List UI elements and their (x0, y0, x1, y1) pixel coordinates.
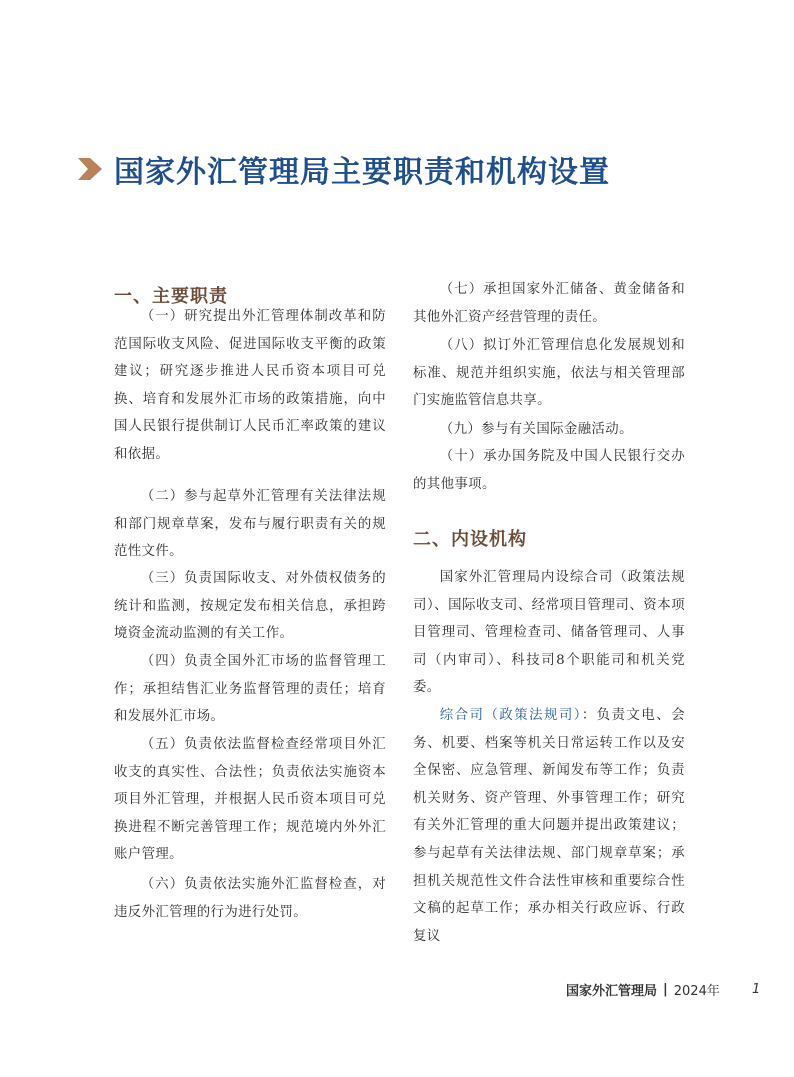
responsibility-item: （五）负责依法监督检查经常项目外汇收支的真实性、合法性；负责依法实施资本项目外汇管理，并根据人民币资本项目可兑换进程不断完善管理工作；规范境内外外汇账户管理。 (114, 737, 386, 863)
responsibility-item: （七）承担国家外汇储备、黄金储备和其他外汇资产经营管理的责任。 (413, 282, 685, 325)
responsibility-item: （三）负责国际收支、对外债权债务的统计和监测，按规定发布相关信息，承担跨境资金流动监测的有关工作。 (114, 571, 386, 642)
page-footer (566, 980, 761, 999)
responsibility-item: （二）参与起草外汇管理有关法律法规和部门规章草案，发布与履行职责有关的规范性文件。 (114, 489, 386, 560)
responsibility-item: （八）拟订外汇管理信息化发展规划和标准、规范并组织实施，依法与相关管理部门实施监管信息共享。 (413, 338, 685, 409)
page-number: 1 (752, 982, 761, 997)
page-title: 国家外汇管理局主要职责和机构设置 (114, 155, 610, 190)
responsibility-item: （九）参与有关国际金融活动。 (439, 422, 633, 437)
section-heading-responsibilities: 一、主要职责 (114, 286, 228, 307)
responsibility-item: （六）负责依法实施外汇监督检查，对违反外汇管理的行为进行处罚。 (114, 877, 386, 920)
general-dept-text: ：负责文电、会务、机要、档案等机关日常运转工作以及安全保密、应急管理、新闻发布等工作；负责机关财务、资产管理、外事管理工作；研究有关外汇管理的重大问题并提出政策建议；参与起草有关法律法规、部门规章草案；承担机关规范性文件合法性审核和重要综合性文稿的起草工作；承办相关行政应诉、行政复议 (413, 708, 685, 944)
departments-intro: 国家外汇管理局内设综合司（政策法规司）、国际收支司、经常项目管理司、资本项目管理司、管理检查司、储备管理司、人事司（内审司）、科技司8个职能司和机关党委。 (413, 570, 685, 696)
responsibility-item: （一）研究提出外汇管理体制改革和防范国际收支风险、促进国际收支平衡的政策建议；研究逐步推进人民币资本项目可兑换、培育和发展外汇市场的政策措施，向中国人民银行提供制订人民币汇率政策的建议和依据。 (114, 309, 386, 462)
general-dept-paragraph (413, 702, 685, 950)
responsibility-item: （四）负责全国外汇市场的监督管理工作；承担结售汇业务监督管理的责任；培育和发展外汇市场。 (114, 654, 386, 725)
footer-year: 2024年 (673, 984, 720, 999)
chevron-right-icon (78, 158, 102, 180)
responsibility-item: （十）承办国务院及中国人民银行交办的其他事项。 (413, 449, 685, 492)
footer-separator: | (663, 982, 668, 997)
page-header (78, 147, 610, 191)
footer-org: 国家外汇管理局 (566, 984, 658, 999)
section-heading-departments: 二、内设机构 (413, 529, 527, 550)
general-dept-label: 综合司（政策法规司） (439, 708, 582, 723)
